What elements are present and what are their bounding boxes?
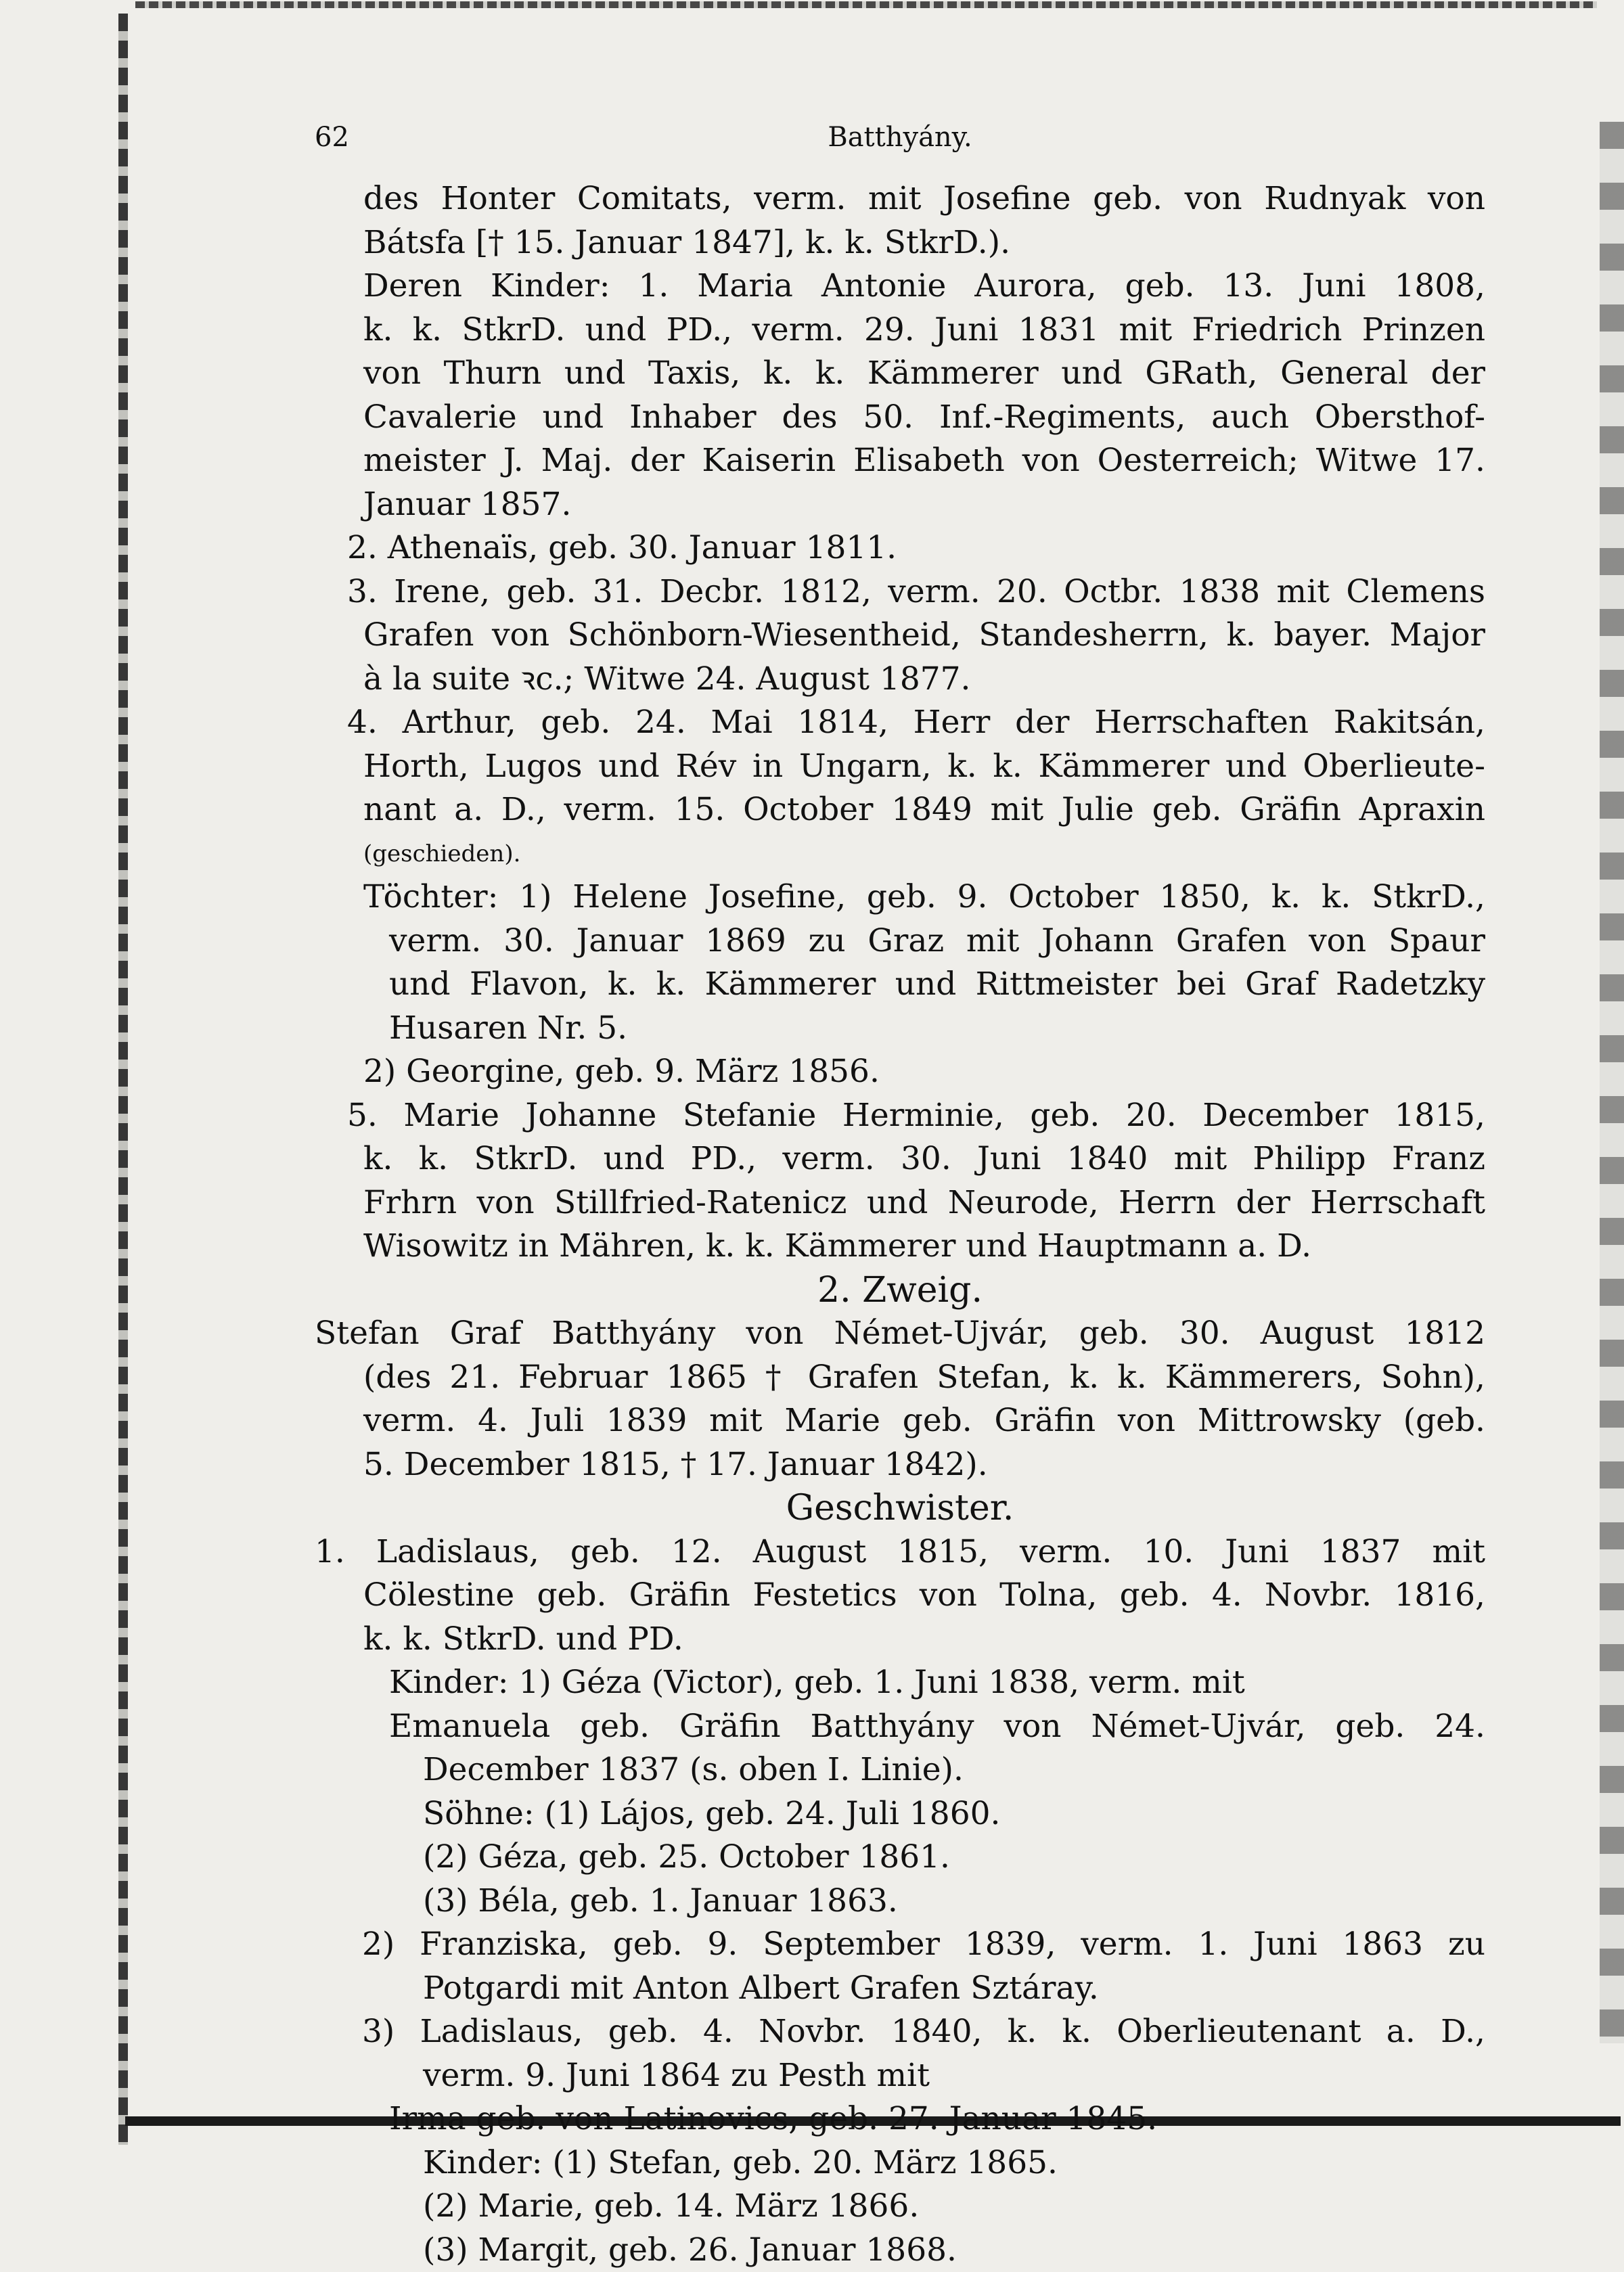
text-line: Kinder: (1) Stefan, geb. 20. März 1865. (315, 2141, 1485, 2185)
book-page (315, 122, 1485, 2070)
text-line: Töchter: 1) Helene Josefine, geb. 9. October 1850, k. k. StkrD., (315, 876, 1485, 919)
text-line: Kinder: 1) Géza (Victor), geb. 1. Juni 1838, verm. mit (315, 1661, 1485, 1705)
text-line: (2) Marie, geb. 14. März 1866. (315, 2185, 1485, 2229)
text-line: nant a. D., verm. 15. October 1849 mit Julie geb. Gräfin Apraxin (315, 788, 1485, 832)
text-line: Januar 1857. (315, 483, 1485, 527)
scan-edge-left (118, 14, 128, 2145)
section-heading: Geschwister. (315, 1486, 1485, 1530)
text-line: (3) Béla, geb. 1. Januar 1863. (315, 1880, 1485, 1924)
text-line: 2) Georgine, geb. 9. März 1856. (315, 1050, 1485, 1094)
scan-edge-top (135, 1, 1597, 8)
text-line: 4. Arthur, geb. 24. Mai 1814, Herr der Herrschaften Rakitsán, (315, 701, 1485, 745)
text-line: 5. Marie Johanne Stefanie Herminie, geb. 20. December 1815, (315, 1094, 1485, 1138)
text-line: 3) Ladislaus, geb. 4. Novbr. 1840, k. k. Oberlieutenant a. D., (315, 2010, 1485, 2054)
running-title: Batthyány. (315, 122, 1485, 153)
text-line: Bátsfa [† 15. Januar 1847], k. k. StkrD.). (315, 221, 1485, 265)
text-line: k. k. StkrD. und PD., verm. 30. Juni 1840 mit Philipp Franz (315, 1137, 1485, 1181)
page-number: 62 (315, 122, 349, 153)
text-line: und Flavon, k. k. Kämmerer und Rittmeister bei Graf Radetzky (315, 963, 1485, 1007)
text-line: verm. 30. Januar 1869 zu Graz mit Johann Grafen von Spaur (315, 919, 1485, 963)
text-line: meister J. Maj. der Kaiserin Elisabeth von Oesterreich; Witwe 17. (315, 439, 1485, 483)
scan-edge-right (1600, 122, 1624, 2043)
text-line: Frhrn von Stillfried-Ratenicz und Neurode, Herrn der Herrschaft (315, 1181, 1485, 1225)
text-line: 3. Irene, geb. 31. Decbr. 1812, verm. 20. Octbr. 1838 mit Clemens (315, 570, 1485, 614)
text-line: (3) Margit, geb. 26. Januar 1868. (315, 2229, 1485, 2272)
text-line: (2) Géza, geb. 25. October 1861. (315, 1836, 1485, 1880)
text-line: Potgardi mit Anton Albert Grafen Sztáray. (315, 1967, 1485, 2011)
text-line: Deren Kinder: 1. Maria Antonie Aurora, geb. 13. Juni 1808, (315, 265, 1485, 309)
text-line: 5. December 1815, † 17. Januar 1842). (315, 1443, 1485, 1487)
text-line: 2) Franziska, geb. 9. September 1839, verm. 1. Juni 1863 zu (315, 1923, 1485, 1967)
text-line: Cavalerie und Inhaber des 50. Inf.-Regiments, auch Obersthof- (315, 396, 1485, 440)
text-line: Horth, Lugos und Rév in Ungarn, k. k. Kämmerer und Oberlieute- (315, 745, 1485, 789)
text-line: Irma geb. von Latinovics, geb. 27. Januar 1845. (315, 2097, 1485, 2141)
text-line: des Honter Comitats, verm. mit Josefine geb. von Rudnyak von (315, 177, 1485, 221)
text-line: verm. 4. Juli 1839 mit Marie geb. Gräfin von Mittrowsky (geb. (315, 1399, 1485, 1443)
page-body (315, 177, 1485, 2272)
page-header (315, 122, 1485, 169)
text-line: k. k. StkrD. und PD., verm. 29. Juni 1831 mit Friedrich Prinzen (315, 309, 1485, 353)
text-line: à la suite ꝛc.; Witwe 24. August 1877. (315, 658, 1485, 702)
text-line: Stefan Graf Batthyány von Német-Ujvár, geb. 30. August 1812 (315, 1312, 1485, 1356)
section-heading: 2. Zweig. (315, 1269, 1485, 1313)
text-line: Cölestine geb. Gräfin Festetics von Tolna, geb. 4. Novbr. 1816, (315, 1574, 1485, 1618)
text-line: 2. Athenaïs, geb. 30. Januar 1811. (315, 526, 1485, 570)
text-line: Söhne: (1) Lájos, geb. 24. Juli 1860. (315, 1792, 1485, 1836)
text-line: December 1837 (s. oben I. Linie). (315, 1748, 1485, 1792)
text-line: 1. Ladislaus, geb. 12. August 1815, verm. 10. Juni 1837 mit (315, 1530, 1485, 1574)
text-line: von Thurn und Taxis, k. k. Kämmerer und GRath, General der (315, 352, 1485, 396)
text-line: Wisowitz in Mähren, k. k. Kämmerer und Hauptmann a. D. (315, 1225, 1485, 1269)
text-line: k. k. StkrD. und PD. (315, 1618, 1485, 1662)
text-line: verm. 9. Juni 1864 zu Pesth mit (315, 2054, 1485, 2098)
text-line: Grafen von Schönborn-Wiesentheid, Standesherrn, k. bayer. Major (315, 614, 1485, 658)
text-line: (geschieden). (315, 832, 1485, 876)
text-line: Husaren Nr. 5. (315, 1007, 1485, 1051)
text-line: Emanuela geb. Gräfin Batthyány von Német-Ujvár, geb. 24. (315, 1705, 1485, 1749)
text-line: (des 21. Februar 1865 † Grafen Stefan, k. k. Kämmerers, Sohn), (315, 1356, 1485, 1400)
